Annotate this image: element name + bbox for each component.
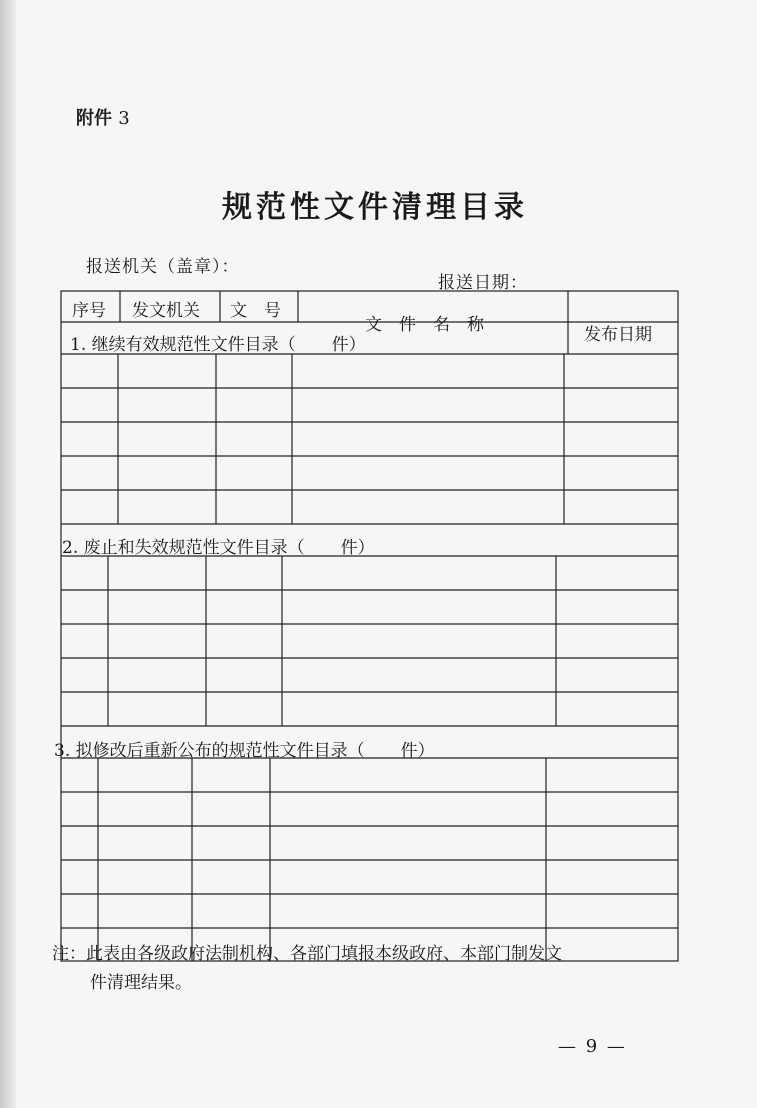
section-2-title: 2. 废止和失效规范性文件目录（ bbox=[62, 538, 305, 558]
section-3-title: 3. 拟修改后重新公布的规范性文件目录（ bbox=[54, 741, 365, 761]
submit-date-label: 报送日期： bbox=[438, 273, 528, 293]
section-3-count-suffix: 件） bbox=[400, 741, 435, 761]
document-title: 规范性文件清理目录 bbox=[222, 190, 528, 225]
header-serial-number: 序号 bbox=[72, 301, 106, 321]
note-line-1: 此表由各级政府法制机构、各部门填报本级政府、本部门制发文 bbox=[86, 944, 562, 964]
inventory-table bbox=[54, 290, 680, 965]
section-3-label bbox=[54, 736, 435, 761]
header-document-number: 文 号 bbox=[230, 301, 281, 321]
section-1-count-suffix: 件） bbox=[331, 335, 366, 355]
attachment-label bbox=[76, 104, 130, 130]
section-2-label bbox=[62, 533, 375, 558]
section-2-count-suffix: 件） bbox=[340, 538, 375, 558]
header-document-name: 文 件 名 称 bbox=[365, 315, 484, 335]
attachment-word: 附件 bbox=[76, 108, 112, 129]
table-note bbox=[52, 940, 662, 968]
submit-org-label: 报送机关（盖章）： bbox=[86, 257, 240, 277]
page-number: — 9 — bbox=[558, 1036, 627, 1057]
header-issuing-agency: 发文机关 bbox=[132, 301, 200, 321]
note-prefix: 注： bbox=[52, 944, 86, 964]
section-1-label bbox=[70, 330, 366, 355]
attachment-number: 3 bbox=[118, 108, 130, 129]
header-issue-date: 发布日期 bbox=[584, 325, 652, 345]
section-1-title: 1. 继续有效规范性文件目录（ bbox=[70, 335, 296, 355]
table-grid bbox=[60, 290, 680, 965]
scan-edge bbox=[0, 0, 16, 1108]
note-line-2: 件清理结果。 bbox=[90, 973, 192, 993]
